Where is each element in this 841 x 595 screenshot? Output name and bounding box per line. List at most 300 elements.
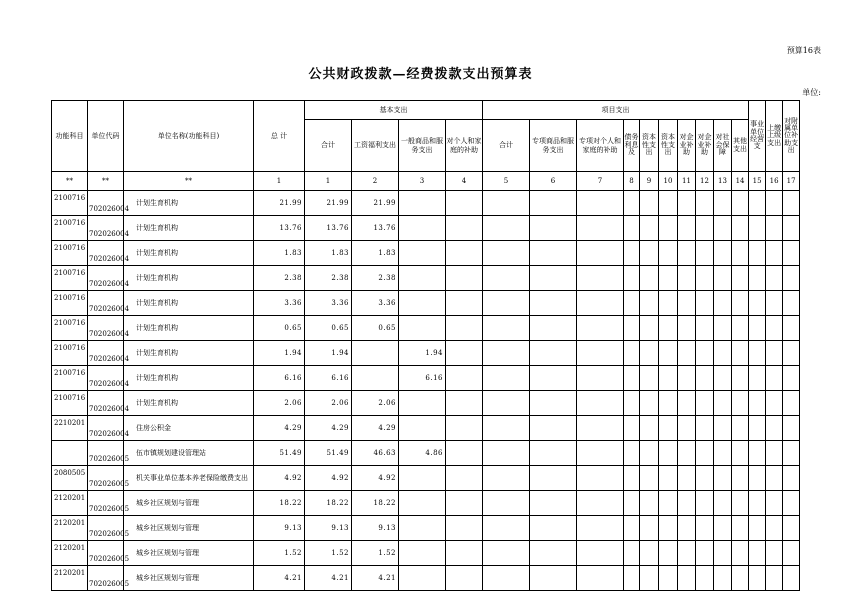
empty-cell bbox=[530, 291, 577, 316]
empty-cell bbox=[530, 416, 577, 441]
func-code-cell: 2100716 bbox=[52, 316, 88, 341]
empty-cell bbox=[483, 241, 530, 266]
empty-cell bbox=[783, 441, 800, 466]
unit-name-cell: 城乡社区规划与管理 bbox=[124, 566, 254, 591]
empty-cell bbox=[678, 466, 696, 491]
func-code-cell: 2210201 bbox=[52, 416, 88, 441]
empty-cell bbox=[783, 466, 800, 491]
empty-cell bbox=[696, 566, 714, 591]
empty-cell bbox=[530, 266, 577, 291]
header-project-family: 专项对个人和家庭的补助 bbox=[577, 120, 624, 172]
empty-cell bbox=[696, 366, 714, 391]
empty-cell bbox=[483, 466, 530, 491]
empty-cell bbox=[678, 566, 696, 591]
index-cell: 1 bbox=[254, 172, 305, 191]
unit-code-cell: 702026004 bbox=[88, 316, 124, 341]
empty-cell bbox=[749, 366, 766, 391]
empty-cell bbox=[483, 441, 530, 466]
basic-family-cell bbox=[446, 566, 483, 591]
basic-wage-cell: 18.22 bbox=[352, 491, 399, 516]
basic-goods-cell bbox=[399, 416, 446, 441]
basic-wage-cell: 4.92 bbox=[352, 466, 399, 491]
empty-cell bbox=[483, 416, 530, 441]
empty-cell bbox=[732, 441, 749, 466]
index-cell: ** bbox=[124, 172, 254, 191]
table-row bbox=[52, 416, 800, 441]
empty-cell bbox=[483, 191, 530, 216]
basic-wage-cell: 46.63 bbox=[352, 441, 399, 466]
index-cell: 12 bbox=[696, 172, 714, 191]
empty-cell bbox=[577, 491, 624, 516]
empty-cell bbox=[749, 291, 766, 316]
form-number: 预算16表 bbox=[786, 46, 821, 55]
unit-code-cell: 702026005 bbox=[88, 491, 124, 516]
empty-cell bbox=[483, 391, 530, 416]
empty-cell bbox=[696, 316, 714, 341]
index-cell: 4 bbox=[446, 172, 483, 191]
basic-total-cell: 2.38 bbox=[305, 266, 352, 291]
empty-cell bbox=[783, 316, 800, 341]
unit-code-cell: 702026004 bbox=[88, 241, 124, 266]
func-code-cell: 2120201 bbox=[52, 491, 88, 516]
empty-cell bbox=[766, 416, 783, 441]
basic-family-cell bbox=[446, 441, 483, 466]
empty-cell bbox=[714, 216, 732, 241]
empty-cell bbox=[659, 566, 678, 591]
header-project-capital-2: 资本性支出 bbox=[659, 120, 678, 172]
empty-cell bbox=[766, 441, 783, 466]
empty-cell bbox=[783, 216, 800, 241]
header-project-capital-1: 资本性支出 bbox=[640, 120, 659, 172]
basic-goods-cell bbox=[399, 466, 446, 491]
unit-name-cell: 计划生育机构 bbox=[124, 291, 254, 316]
basic-total-cell: 6.16 bbox=[305, 366, 352, 391]
empty-cell bbox=[530, 441, 577, 466]
empty-cell bbox=[678, 216, 696, 241]
table-row bbox=[52, 291, 800, 316]
empty-cell bbox=[714, 291, 732, 316]
empty-cell bbox=[749, 566, 766, 591]
unit-name-cell: 计划生育机构 bbox=[124, 191, 254, 216]
basic-goods-cell bbox=[399, 541, 446, 566]
unit-name-cell: 计划生育机构 bbox=[124, 366, 254, 391]
empty-cell bbox=[659, 541, 678, 566]
basic-goods-cell bbox=[399, 241, 446, 266]
empty-cell bbox=[640, 316, 659, 341]
unit-name-cell: 计划生育机构 bbox=[124, 241, 254, 266]
empty-cell bbox=[678, 266, 696, 291]
empty-cell bbox=[577, 216, 624, 241]
table-row bbox=[52, 516, 800, 541]
empty-cell bbox=[766, 266, 783, 291]
func-code-cell: 2100716 bbox=[52, 366, 88, 391]
header-project-total: 合计 bbox=[483, 120, 530, 172]
empty-cell bbox=[659, 491, 678, 516]
basic-goods-cell bbox=[399, 316, 446, 341]
empty-cell bbox=[783, 566, 800, 591]
empty-cell bbox=[749, 266, 766, 291]
empty-cell bbox=[766, 291, 783, 316]
empty-cell bbox=[766, 566, 783, 591]
header-basic-total: 合计 bbox=[305, 120, 352, 172]
index-cell: 3 bbox=[399, 172, 446, 191]
header-basic-goods: 一般商品和服务支出 bbox=[399, 120, 446, 172]
empty-cell bbox=[483, 316, 530, 341]
empty-cell bbox=[640, 191, 659, 216]
basic-goods-cell bbox=[399, 191, 446, 216]
basic-family-cell bbox=[446, 516, 483, 541]
empty-cell bbox=[714, 566, 732, 591]
empty-cell bbox=[624, 491, 640, 516]
empty-cell bbox=[749, 466, 766, 491]
basic-total-cell: 1.52 bbox=[305, 541, 352, 566]
header-project: 项目支出 bbox=[483, 101, 749, 120]
empty-cell bbox=[696, 491, 714, 516]
empty-cell bbox=[749, 416, 766, 441]
empty-cell bbox=[732, 366, 749, 391]
empty-cell bbox=[530, 316, 577, 341]
func-code-cell: 2120201 bbox=[52, 516, 88, 541]
basic-wage-cell: 3.36 bbox=[352, 291, 399, 316]
empty-cell bbox=[640, 516, 659, 541]
total-cell: 1.83 bbox=[254, 241, 305, 266]
empty-cell bbox=[749, 216, 766, 241]
empty-cell bbox=[783, 541, 800, 566]
total-cell: 4.21 bbox=[254, 566, 305, 591]
empty-cell bbox=[483, 541, 530, 566]
empty-cell bbox=[696, 241, 714, 266]
empty-cell bbox=[732, 291, 749, 316]
empty-cell bbox=[577, 316, 624, 341]
empty-cell bbox=[678, 441, 696, 466]
func-code-cell: 2120201 bbox=[52, 566, 88, 591]
empty-cell bbox=[678, 541, 696, 566]
basic-total-cell: 21.99 bbox=[305, 191, 352, 216]
total-cell: 18.22 bbox=[254, 491, 305, 516]
index-row bbox=[52, 172, 800, 191]
empty-cell bbox=[577, 441, 624, 466]
empty-cell bbox=[766, 191, 783, 216]
total-cell: 9.13 bbox=[254, 516, 305, 541]
index-cell: 7 bbox=[577, 172, 624, 191]
empty-cell bbox=[714, 416, 732, 441]
table-row bbox=[52, 491, 800, 516]
func-code-cell: 2120201 bbox=[52, 541, 88, 566]
table-row bbox=[52, 216, 800, 241]
empty-cell bbox=[483, 291, 530, 316]
table-row bbox=[52, 191, 800, 216]
unit-name-cell: 住房公积金 bbox=[124, 416, 254, 441]
empty-cell bbox=[678, 241, 696, 266]
empty-cell bbox=[732, 191, 749, 216]
empty-cell bbox=[659, 291, 678, 316]
unit-code-cell: 702026004 bbox=[88, 291, 124, 316]
empty-cell bbox=[749, 191, 766, 216]
empty-cell bbox=[766, 466, 783, 491]
empty-cell bbox=[530, 491, 577, 516]
empty-cell bbox=[530, 191, 577, 216]
empty-cell bbox=[483, 366, 530, 391]
basic-wage-cell: 9.13 bbox=[352, 516, 399, 541]
basic-goods-cell bbox=[399, 216, 446, 241]
basic-total-cell: 18.22 bbox=[305, 491, 352, 516]
empty-cell bbox=[659, 316, 678, 341]
empty-cell bbox=[624, 416, 640, 441]
empty-cell bbox=[530, 566, 577, 591]
empty-cell bbox=[530, 466, 577, 491]
basic-wage-cell: 1.83 bbox=[352, 241, 399, 266]
header-basic-wage: 工资福利支出 bbox=[352, 120, 399, 172]
basic-wage-cell: 21.99 bbox=[352, 191, 399, 216]
table-row bbox=[52, 391, 800, 416]
table-row bbox=[52, 366, 800, 391]
empty-cell bbox=[714, 466, 732, 491]
func-code-cell: 2100716 bbox=[52, 291, 88, 316]
total-cell: 21.99 bbox=[254, 191, 305, 216]
index-cell: 6 bbox=[530, 172, 577, 191]
basic-wage-cell: 4.29 bbox=[352, 416, 399, 441]
total-cell: 6.16 bbox=[254, 366, 305, 391]
empty-cell bbox=[766, 491, 783, 516]
empty-cell bbox=[766, 341, 783, 366]
empty-cell bbox=[678, 316, 696, 341]
index-cell: 14 bbox=[732, 172, 749, 191]
empty-cell bbox=[659, 466, 678, 491]
empty-cell bbox=[696, 266, 714, 291]
index-cell: 9 bbox=[640, 172, 659, 191]
table-row bbox=[52, 466, 800, 491]
basic-total-cell: 13.76 bbox=[305, 216, 352, 241]
empty-cell bbox=[483, 516, 530, 541]
empty-cell bbox=[749, 491, 766, 516]
empty-cell bbox=[732, 466, 749, 491]
basic-goods-cell bbox=[399, 266, 446, 291]
basic-wage-cell: 0.65 bbox=[352, 316, 399, 341]
empty-cell bbox=[577, 466, 624, 491]
empty-cell bbox=[640, 241, 659, 266]
page-title: 公共财政拨款—经费拨款支出预算表 bbox=[308, 67, 533, 82]
index-cell: 5 bbox=[483, 172, 530, 191]
empty-cell bbox=[783, 291, 800, 316]
empty-cell bbox=[732, 316, 749, 341]
empty-cell bbox=[659, 391, 678, 416]
basic-family-cell bbox=[446, 266, 483, 291]
empty-cell bbox=[659, 241, 678, 266]
empty-cell bbox=[696, 441, 714, 466]
empty-cell bbox=[714, 391, 732, 416]
basic-wage-cell: 2.06 bbox=[352, 391, 399, 416]
empty-cell bbox=[783, 516, 800, 541]
empty-cell bbox=[783, 191, 800, 216]
empty-cell bbox=[659, 441, 678, 466]
header-project-goods: 专项商品和服务支出 bbox=[530, 120, 577, 172]
unit-name-cell: 计划生育机构 bbox=[124, 216, 254, 241]
empty-cell bbox=[732, 516, 749, 541]
func-code-cell: 2100716 bbox=[52, 391, 88, 416]
empty-cell bbox=[659, 216, 678, 241]
total-cell: 0.65 bbox=[254, 316, 305, 341]
empty-cell bbox=[577, 516, 624, 541]
empty-cell bbox=[714, 441, 732, 466]
empty-cell bbox=[530, 341, 577, 366]
basic-total-cell: 9.13 bbox=[305, 516, 352, 541]
empty-cell bbox=[749, 516, 766, 541]
basic-goods-cell bbox=[399, 391, 446, 416]
empty-cell bbox=[624, 566, 640, 591]
empty-cell bbox=[577, 191, 624, 216]
budget-table bbox=[51, 100, 800, 591]
empty-cell bbox=[766, 316, 783, 341]
empty-cell bbox=[783, 366, 800, 391]
empty-cell bbox=[732, 241, 749, 266]
empty-cell bbox=[624, 541, 640, 566]
basic-wage-cell bbox=[352, 341, 399, 366]
basic-wage-cell: 1.52 bbox=[352, 541, 399, 566]
header-c16: 上缴上级支出 bbox=[766, 101, 783, 172]
index-cell: 13 bbox=[714, 172, 732, 191]
index-cell: 2 bbox=[352, 172, 399, 191]
empty-cell bbox=[732, 216, 749, 241]
index-cell: 10 bbox=[659, 172, 678, 191]
func-code-cell: 2100716 bbox=[52, 341, 88, 366]
empty-cell bbox=[624, 241, 640, 266]
empty-cell bbox=[749, 341, 766, 366]
header-unit-name: 单位名称(功能科目) bbox=[124, 101, 254, 172]
unit-name-cell: 计划生育机构 bbox=[124, 341, 254, 366]
empty-cell bbox=[624, 466, 640, 491]
basic-goods-cell bbox=[399, 566, 446, 591]
empty-cell bbox=[624, 391, 640, 416]
basic-total-cell: 2.06 bbox=[305, 391, 352, 416]
unit-code-cell: 702026004 bbox=[88, 191, 124, 216]
empty-cell bbox=[783, 491, 800, 516]
empty-cell bbox=[530, 216, 577, 241]
func-code-cell: 2080505 bbox=[52, 466, 88, 491]
empty-cell bbox=[678, 341, 696, 366]
unit-code-cell: 702026005 bbox=[88, 466, 124, 491]
index-cell: 8 bbox=[624, 172, 640, 191]
unit-code-cell: 702026004 bbox=[88, 341, 124, 366]
empty-cell bbox=[714, 541, 732, 566]
empty-cell bbox=[483, 491, 530, 516]
header-func-code: 功能科目 bbox=[52, 101, 88, 172]
basic-family-cell bbox=[446, 241, 483, 266]
unit-code-cell: 702026005 bbox=[88, 541, 124, 566]
table-row bbox=[52, 241, 800, 266]
basic-family-cell bbox=[446, 341, 483, 366]
basic-wage-cell: 4.21 bbox=[352, 566, 399, 591]
unit-code-cell: 702026004 bbox=[88, 216, 124, 241]
header-basic: 基本支出 bbox=[305, 101, 483, 120]
index-cell: ** bbox=[52, 172, 88, 191]
empty-cell bbox=[640, 291, 659, 316]
index-cell: 1 bbox=[305, 172, 352, 191]
basic-wage-cell: 2.38 bbox=[352, 266, 399, 291]
empty-cell bbox=[483, 216, 530, 241]
unit-code-cell: 702026005 bbox=[88, 441, 124, 466]
basic-family-cell bbox=[446, 416, 483, 441]
empty-cell bbox=[640, 416, 659, 441]
empty-cell bbox=[749, 441, 766, 466]
unit-name-cell: 伍市镇规划建设管理站 bbox=[124, 441, 254, 466]
empty-cell bbox=[577, 266, 624, 291]
total-cell: 13.76 bbox=[254, 216, 305, 241]
empty-cell bbox=[530, 516, 577, 541]
index-cell: 16 bbox=[766, 172, 783, 191]
empty-cell bbox=[659, 516, 678, 541]
basic-goods-cell bbox=[399, 291, 446, 316]
empty-cell bbox=[640, 541, 659, 566]
empty-cell bbox=[783, 416, 800, 441]
empty-cell bbox=[732, 266, 749, 291]
empty-cell bbox=[577, 241, 624, 266]
empty-cell bbox=[659, 191, 678, 216]
empty-cell bbox=[640, 466, 659, 491]
empty-cell bbox=[530, 241, 577, 266]
unit-label: 单位: bbox=[802, 88, 821, 97]
unit-code-cell: 702026004 bbox=[88, 391, 124, 416]
empty-cell bbox=[624, 316, 640, 341]
total-cell: 2.06 bbox=[254, 391, 305, 416]
empty-cell bbox=[577, 391, 624, 416]
header-c15: 事业单位经营支 bbox=[749, 101, 766, 172]
index-cell: 17 bbox=[783, 172, 800, 191]
empty-cell bbox=[640, 566, 659, 591]
basic-family-cell bbox=[446, 366, 483, 391]
empty-cell bbox=[749, 391, 766, 416]
empty-cell bbox=[577, 291, 624, 316]
basic-total-cell: 4.29 bbox=[305, 416, 352, 441]
empty-cell bbox=[732, 541, 749, 566]
empty-cell bbox=[696, 541, 714, 566]
empty-cell bbox=[483, 266, 530, 291]
empty-cell bbox=[783, 391, 800, 416]
basic-total-cell: 0.65 bbox=[305, 316, 352, 341]
empty-cell bbox=[766, 391, 783, 416]
unit-name-cell: 计划生育机构 bbox=[124, 266, 254, 291]
unit-name-cell: 城乡社区规划与管理 bbox=[124, 541, 254, 566]
empty-cell bbox=[530, 541, 577, 566]
empty-cell bbox=[483, 566, 530, 591]
empty-cell bbox=[640, 491, 659, 516]
empty-cell bbox=[640, 366, 659, 391]
empty-cell bbox=[783, 341, 800, 366]
empty-cell bbox=[678, 516, 696, 541]
empty-cell bbox=[577, 366, 624, 391]
table-row bbox=[52, 441, 800, 466]
empty-cell bbox=[483, 341, 530, 366]
empty-cell bbox=[640, 266, 659, 291]
empty-cell bbox=[678, 416, 696, 441]
index-cell: ** bbox=[88, 172, 124, 191]
basic-total-cell: 51.49 bbox=[305, 441, 352, 466]
basic-family-cell bbox=[446, 316, 483, 341]
empty-cell bbox=[577, 566, 624, 591]
empty-cell bbox=[732, 391, 749, 416]
basic-goods-cell: 4.86 bbox=[399, 441, 446, 466]
empty-cell bbox=[766, 216, 783, 241]
empty-cell bbox=[640, 341, 659, 366]
basic-total-cell: 1.94 bbox=[305, 341, 352, 366]
empty-cell bbox=[624, 216, 640, 241]
empty-cell bbox=[678, 491, 696, 516]
func-code-cell: 2100716 bbox=[52, 216, 88, 241]
empty-cell bbox=[640, 441, 659, 466]
empty-cell bbox=[624, 441, 640, 466]
header-project-debt: 债务利息及 bbox=[624, 120, 640, 172]
empty-cell bbox=[696, 191, 714, 216]
empty-cell bbox=[678, 291, 696, 316]
